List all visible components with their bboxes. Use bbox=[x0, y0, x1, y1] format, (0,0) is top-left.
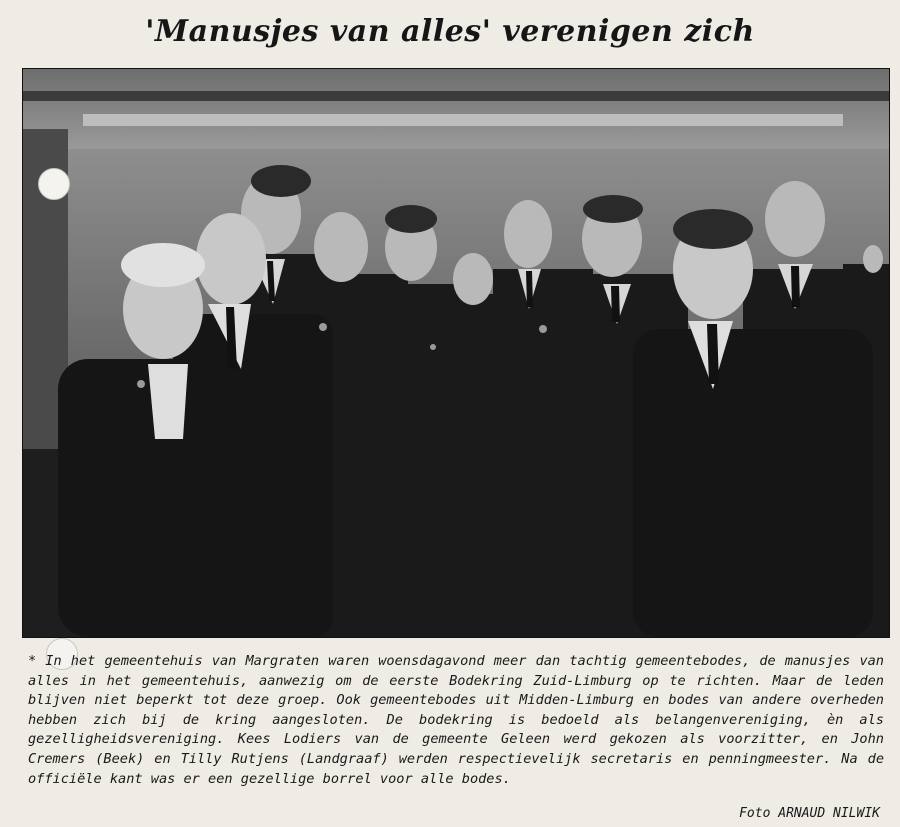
photo-caption: * In het gemeentehuis van Margraten waren woensdagavond meer dan tachtig gemeentebodes, de manusjes van alles in het gemeentehuis, aanwezig om de eerste Bodekring Zuid-Limburg op te richten. Maar de leden blijven niet beperkt tot deze groep. Ook gemeentebodes uit Midden-Limburg en bodes van andere overheden hebben zich bij de kring aangesloten. De bodekring is bedoeld als belangenvereniging, èn als gezelligheidsvereniging. Kees Lodiers van de gemeente Geleen werd gekozen als voorzitter, en John Cremers (Beek) en Tilly Rutjens (Landgraaf) werden respectievelijk secretaris en penningmeester. Na de officiële kant was er een gezellige borrel voor alle bodes. bbox=[28, 653, 884, 787]
group-photo bbox=[22, 68, 890, 638]
headline: 'Manusjes van alles' verenigen zich bbox=[145, 14, 755, 49]
group-photo-illustration bbox=[23, 69, 889, 637]
photo-credit: Foto ARNAUD NILWIK bbox=[739, 806, 880, 821]
punch-hole-top bbox=[38, 168, 70, 200]
